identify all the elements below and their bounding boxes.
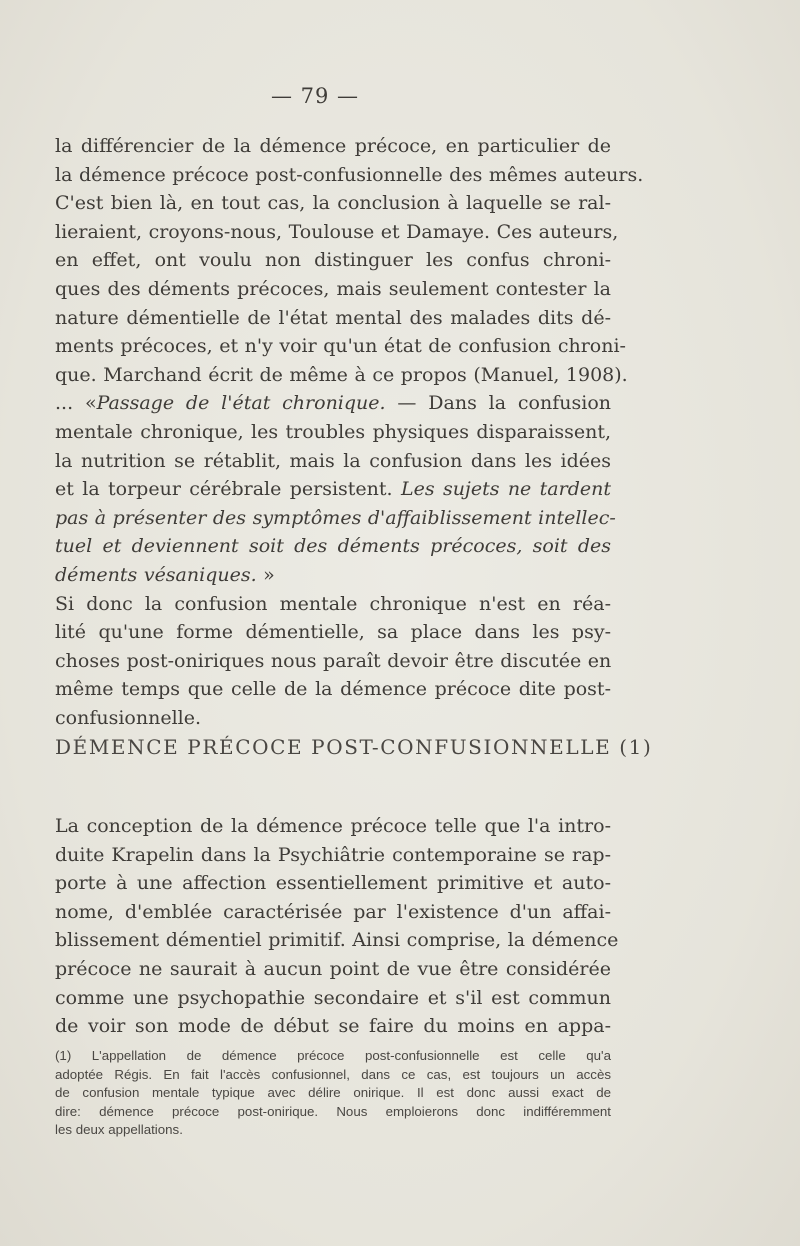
quote-opening: ... « xyxy=(55,392,97,415)
footnote-line: adoptée Régis. En fait l'accès confusionnel, dans ce cas, est toujours un accès xyxy=(55,1066,611,1082)
text-line: en effet, ont voulu non distinguer les confus chroni- xyxy=(55,249,611,272)
footnote-line: (1) L'appellation de démence précoce post-confusionnelle est celle qu'a xyxy=(55,1048,611,1063)
quote-line xyxy=(55,561,611,590)
quote-line xyxy=(55,475,611,504)
text-line: La conception de la démence précoce telle que l'a intro- xyxy=(55,815,611,837)
quote-italic-text: Les sujets ne tardent xyxy=(400,478,611,501)
page-number: — 79 — xyxy=(270,84,360,108)
text-line: précoce ne saurait à aucun point de vue être considérée xyxy=(55,957,611,980)
footnote xyxy=(55,1047,611,1140)
text-line: C'est bien là, en tout cas, la conclusion à laquelle se ral- xyxy=(55,192,611,215)
text-line: la différencier de la démence précoce, en particulier de xyxy=(55,135,611,157)
text-line: que. Marchand écrit de même à ce propos (Manuel, 1908). xyxy=(55,363,628,386)
text-line: Si donc la confusion mentale chronique n'est en réa- xyxy=(55,592,611,615)
section-heading: DÉMENCE PRÉCOCE POST-CONFUSIONNELLE (1) xyxy=(55,735,653,759)
text-line: nome, d'emblée caractérisée par l'existence d'un affai- xyxy=(55,900,611,923)
footnote-line: de confusion mentale typique avec délire onirique. Il est donc aussi exact de xyxy=(55,1085,611,1101)
quote-line: mentale chronique, les troubles physiques disparaissent, xyxy=(55,420,611,443)
quote-italic-text: déments vésaniques. xyxy=(55,563,257,586)
quote-line xyxy=(55,389,611,418)
text-line: comme une psychopathie secondaire et s'il est commun xyxy=(55,986,611,1009)
body-paragraph-1 xyxy=(55,132,644,732)
footnote-line: les deux appellations. xyxy=(55,1122,183,1138)
text-line: ments précoces, et n'y voir qu'un état de confusion chroni- xyxy=(55,335,626,358)
quote-line: tuel et deviennent soit des déments précoces, soit des xyxy=(55,535,611,558)
quote-italic-text: Passage de l'état chronique. xyxy=(96,392,386,415)
quote-line: la nutrition se rétablit, mais la confusion dans les idées xyxy=(55,449,611,472)
quote-line: pas à présenter des symptômes d'affaiblissement intellec- xyxy=(55,506,616,529)
text-line: lité qu'une forme démentielle, sa place dans les psy- xyxy=(55,621,611,644)
text-line: la démence précoce post-confusionnelle des mêmes auteurs. xyxy=(55,163,644,186)
quote-text: et la torpeur cérébrale persistent. xyxy=(55,478,393,501)
text-line: porte à une affection essentiellement primitive et auto- xyxy=(55,872,611,895)
footnote-line: dire: démence précoce post-onirique. Nous emploierons donc indifféremment xyxy=(55,1103,611,1119)
text-line: nature démentielle de l'état mental des malades dits dé- xyxy=(55,306,611,329)
text-line: blissement démentiel primitif. Ainsi comprise, la démence xyxy=(55,929,619,952)
text-line: ques des déments précoces, mais seulement contester la xyxy=(55,277,611,300)
body-paragraph-3 xyxy=(55,812,619,1041)
quote-closing: » xyxy=(256,563,275,586)
text-line: même temps que celle de la démence précoce dite post- xyxy=(55,678,611,701)
text-line: lieraient, croyons-nous, Toulouse et Damaye. Ces auteurs, xyxy=(55,220,619,243)
text-line: duite Krapelin dans la Psychiâtrie contemporaine se rap- xyxy=(55,843,611,866)
text-line: confusionnelle. xyxy=(55,706,202,729)
quote-text: — Dans la confusion xyxy=(385,392,611,415)
text-line: choses post-oniriques nous paraît devoir être discutée en xyxy=(55,649,612,672)
text-line: de voir son mode de début se faire du moins en appa- xyxy=(55,1015,611,1038)
